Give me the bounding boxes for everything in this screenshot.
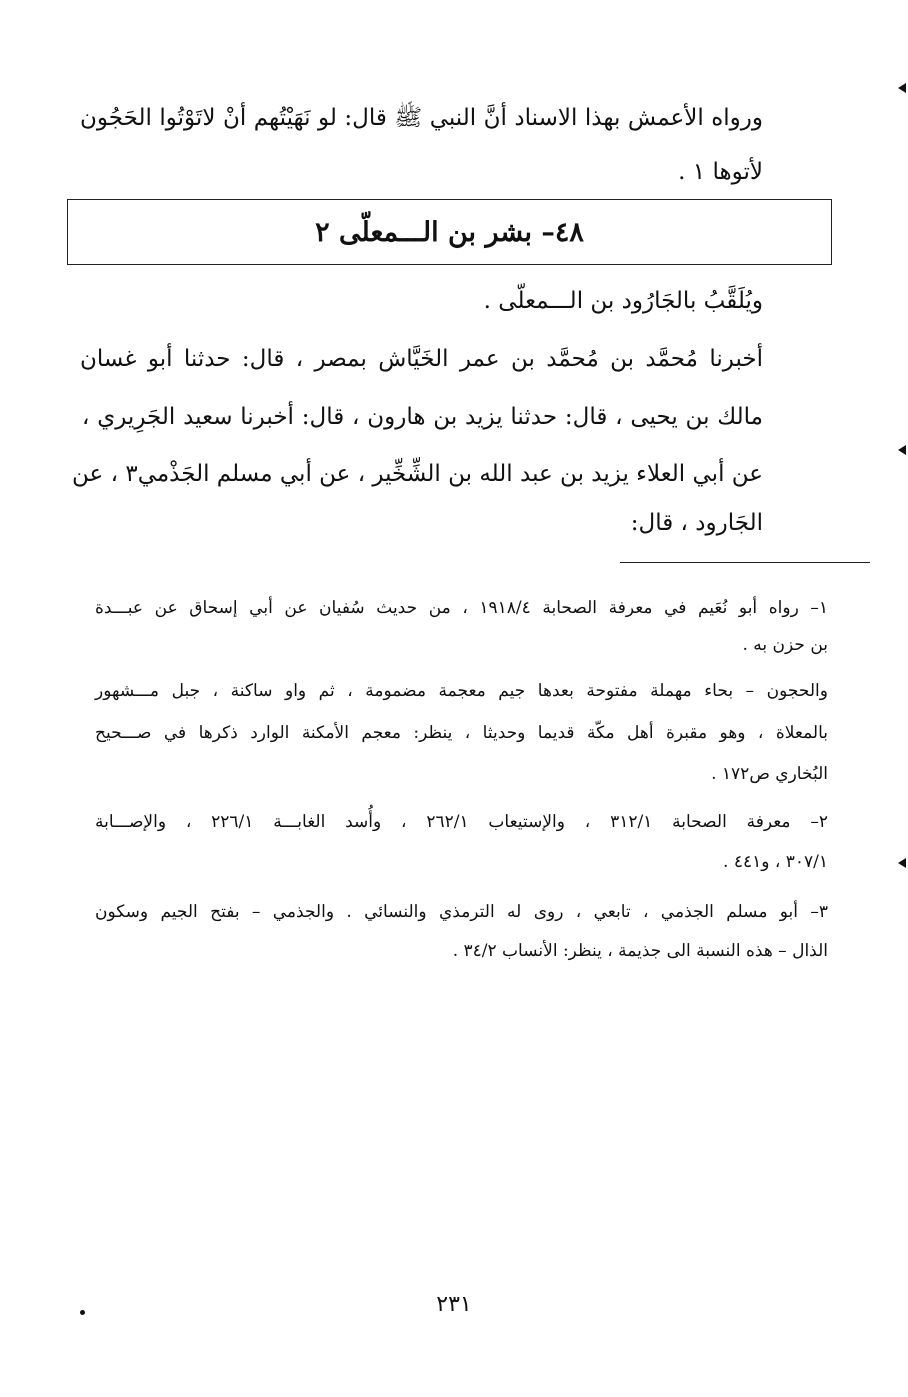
paragraph-2-line-3: مالك بن يحيى ، قال: حدثنا يزيد بن هارون ، قال: أخبرنا سعيد الجَرِيري ، xyxy=(82,404,763,430)
page-number: ٢٣١ xyxy=(436,1292,472,1317)
footnote-1-line-2: بن حزن به . xyxy=(742,635,828,655)
footnote-1-line-5: البُخاري ص١٧٢ . xyxy=(711,764,828,784)
paragraph-2-line-2: أخبرنا مُحمَّد بن مُحمَّد بن عمر الخَيَّاش بمصر ، قال: حدثنا أبو غسان xyxy=(80,346,763,372)
margin-mark-middle xyxy=(898,445,906,455)
footnote-1-line-1: ١– رواه أبو نُعَيم في معرفة الصحابة ١٩١٨/٤ ، من حديث سُفيان عن أبي إسحاق عن عبـــدة xyxy=(95,598,829,618)
paragraph-2-line-5: الجَارود ، قال: xyxy=(630,510,763,536)
footnote-1-line-3: والحجون – بحاء مهملة مفتوحة بعدها جيم معجمة مضمومة ، ثم واو ساكنة ، جبل مـــشهور xyxy=(95,681,828,701)
section-title: ٤٨– بشر بن الـــمعلّى ٢ xyxy=(315,216,584,248)
footnote-3-line-1: ٣– أبو مسلم الجذمي ، تابعي ، روى له الترمذي والنسائي . والجذمي – بفتح الجيم وسكون xyxy=(95,902,828,922)
margin-mark-bottom xyxy=(898,858,906,868)
footnote-2-line-1: ٢– معرفة الصحابة ٣١٢/١ ، والإستيعاب ٢٦٢/١ ، وأُسد الغابـــة ٢٢٦/١ ، والإصـــابة xyxy=(95,812,828,832)
footnote-separator xyxy=(620,562,870,563)
footnote-3-line-2: الذال – هذه النسبة الى جذيمة ، ينظر: الأنساب ٣٤/٢ . xyxy=(452,941,828,961)
margin-mark-top xyxy=(898,83,906,93)
paragraph-1-line-1: ورواه الأعمش بهذا الاسناد أنَّ النبي ﷺ قال: لو نَهَيْتُهم أنْ لاتَوْتُوا الحَجُون xyxy=(80,105,763,131)
paragraph-1-line-2: لأتوها ١ . xyxy=(678,159,763,185)
paragraph-2-line-1: ويُلَقَّبُ بالجَارُود بن الـــمعلّى . xyxy=(483,288,763,314)
footnote-1-line-4: بالمعلاة ، وهو مقبرة أهل مكّة قديما وحديثا ، ينظر: معجم الأمكنة الوارد ذكرها في صـــحيح xyxy=(95,723,828,743)
margin-dot xyxy=(80,1310,85,1315)
paragraph-2-line-4: عن أبي العلاء يزيد بن عبد الله بن الشِّخِّير ، عن أبي مسلم الجَذْمي٣ ، عن xyxy=(72,461,763,487)
section-title-box xyxy=(67,199,832,265)
footnote-2-line-2: ٣٠٧/١ ، و٤٤١ . xyxy=(723,852,828,872)
